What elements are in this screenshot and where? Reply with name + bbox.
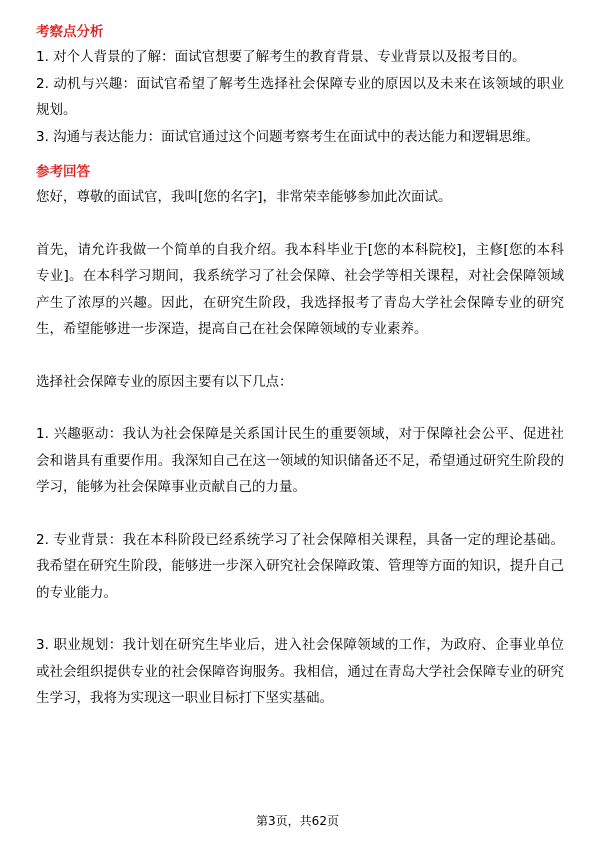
analysis-item: 3. 沟通与表达能力：面试官通过这个问题考察考生在面试中的表达能力和逻辑思维。 bbox=[36, 128, 540, 145]
section-heading-answer: 参考回答 bbox=[36, 164, 90, 180]
answer-paragraph: 3. 职业规划：我计划在研究生毕业后，进入社会保障领域的工作，为政府、企事业单位或社会组织提供专业的社会保障咨询服务。我相信，通过在青岛大学社会保障专业的研究生学习，我将为实现这一职业目标打下坚实基础。 bbox=[36, 637, 564, 706]
page-number: 第3页，共62页 bbox=[256, 814, 339, 828]
answer-paragraph: 1. 兴趣驱动：我认为社会保障是关系国计民生的重要领域，对于保障社会公平、促进社会和谐具有重要作用。我深知自己在这一领域的知识储备还不足，希望通过研究生阶段的学习，能够为社会保障事业贡献自己的力量。 bbox=[36, 426, 564, 495]
analysis-item: 1. 对个人背景的了解：面试官想要了解考生的教育背景、专业背景以及报考目的。 bbox=[36, 49, 526, 65]
page-content bbox=[36, 22, 564, 712]
answer-paragraph: 首先，请允许我做一个简单的自我介绍。我本科毕业于[您的本科院校]，主修[您的本科专业]。在本科学习期间，我系统学习了社会保障、社会学等相关课程，对社会保障领域产生了浓厚的兴趣。因此，在研究生阶段，我选择报考了青岛大学社会保障专业的研究生，希望能够进一步深造，提高自己在社会保障领域的专业素养。 bbox=[36, 241, 564, 337]
analysis-item: 2. 动机与兴趣：面试官希望了解考生选择社会保障专业的原因以及未来在该领域的职业规划。 bbox=[36, 75, 564, 118]
answer-paragraph: 您好，尊敬的面试官，我叫[您的名字]，非常荣幸能够参加此次面试。 bbox=[36, 189, 452, 205]
section-heading-analysis: 考察点分析 bbox=[36, 24, 104, 40]
answer-paragraph: 2. 专业背景：我在本科阶段已经系统学习了社会保障相关课程，具备一定的理论基础。我希望在研究生阶段，能够进一步深入研究社会保障政策、管理等方面的知识，提升自己的专业能力。 bbox=[36, 531, 564, 601]
answer-paragraph: 选择社会保障专业的原因主要有以下几点： bbox=[36, 373, 293, 390]
